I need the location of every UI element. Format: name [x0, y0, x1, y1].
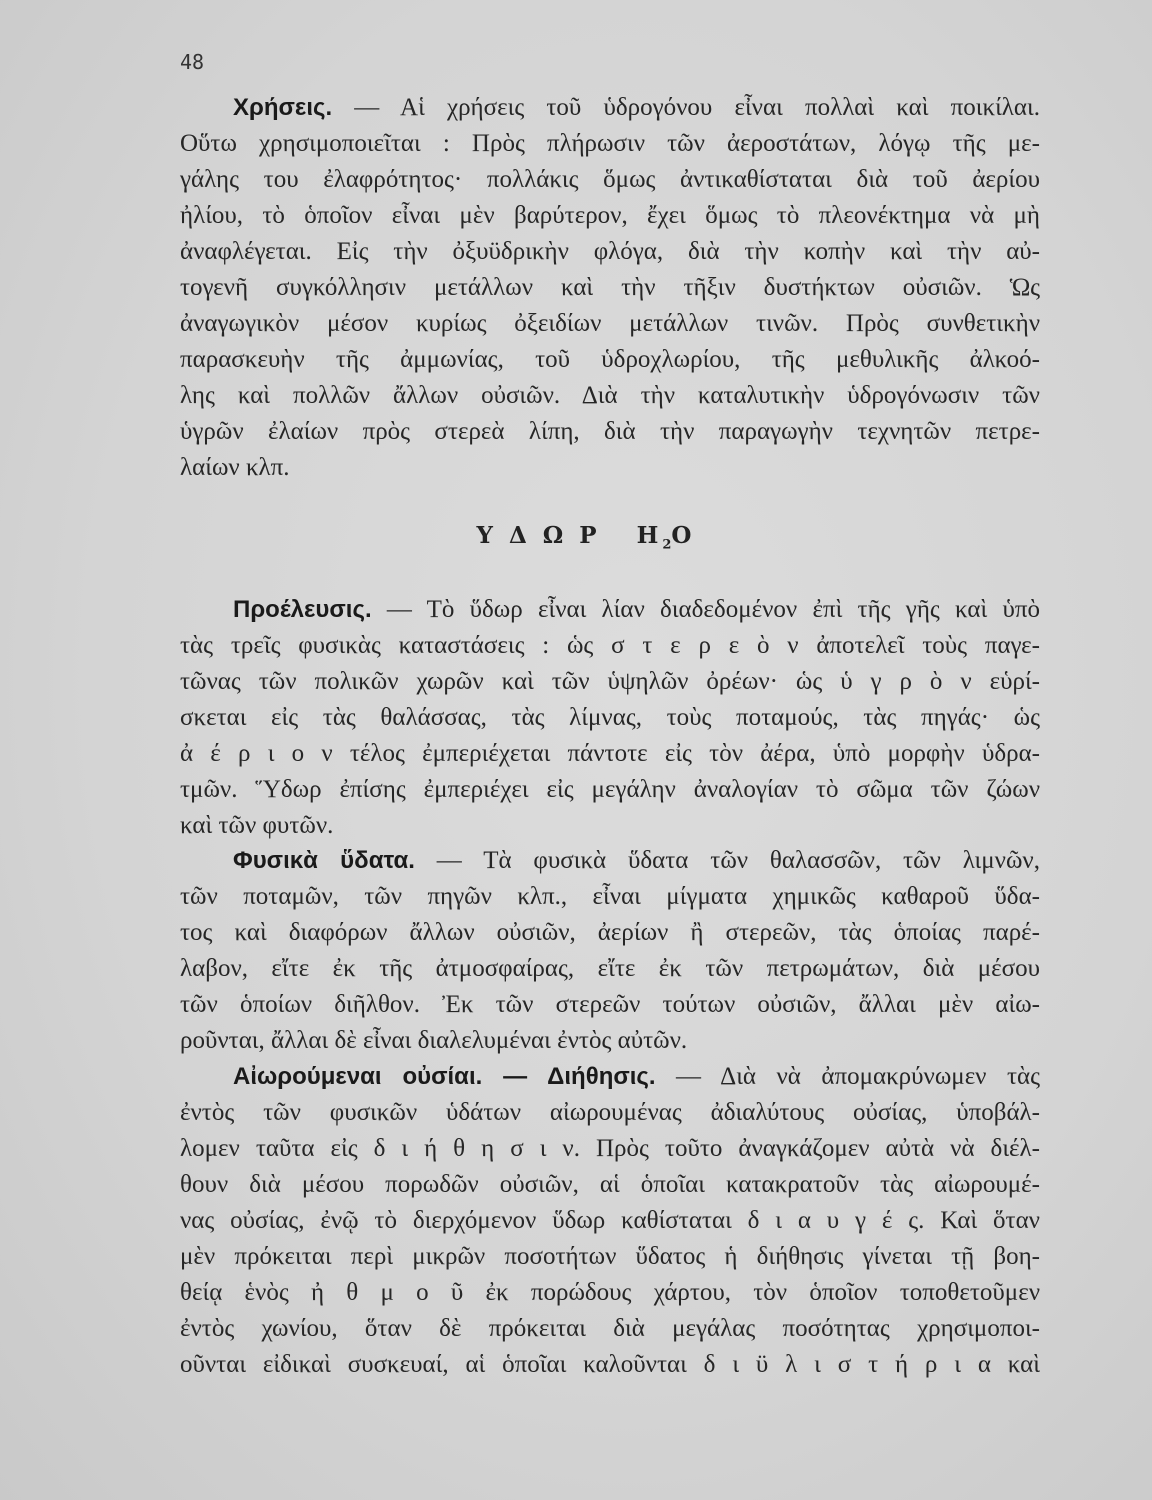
line-text: λαβον, εἴτε ἐκ τῆς ἀτμοσφαίρας, εἴτε ἐκ τῶν πετρωμάτων, διὰ μέσου — [180, 955, 1040, 982]
text-line — [180, 1059, 1040, 1095]
line-text: ἀναγωγικὸν μέσον κυρίως ὀξειδίων μετάλλων τινῶν. Πρὸς συνθετικὴν — [180, 310, 1040, 337]
text-line — [180, 90, 1040, 126]
text-line — [180, 915, 1040, 951]
line-text: μὲν πρόκειται περὶ μικρῶν ποσοτήτων ὕδατος ἡ διήθησις γίνεται τῇ βοη- — [180, 1243, 1040, 1270]
paragraph-lead: Φυσικὰ ὕδατα. — [233, 847, 415, 874]
line-text: τὰς τρεῖς φυσικὰς καταστάσεις : ὡς σ τ ε ρ ε ὸ ν ἀποτελεῖ τοὺς παγε- — [180, 632, 1040, 659]
section-heading-water — [0, 522, 1152, 553]
line-text: τῶν ποταμῶν, τῶν πηγῶν κλπ., εἶναι μίγματα χημικῶς καθαροῦ ὕδα- — [180, 883, 1040, 910]
line-text: ὑγρῶν ἐλαίων πρὸς στερεὰ λίπη, διὰ τὴν παραγωγὴν τεχνητῶν πετρε- — [180, 418, 1040, 445]
text-line — [180, 414, 1040, 450]
line-text: ροῦνται, ἄλλαι δὲ εἶναι διαλελυμέναι ἐντὸς αὐτῶν. — [180, 1027, 688, 1054]
text-line — [180, 1311, 1040, 1347]
text-line — [180, 1167, 1040, 1203]
text-line — [180, 1275, 1040, 1311]
line-text: ἀ έ ρ ι ο ν τέλος ἐμπεριέχεται πάντοτε εἰς τὸν ἀέρα, ὑπὸ μορφὴν ὑδρα- — [180, 740, 1040, 767]
page-number: 48 — [180, 50, 205, 74]
line-text: τμῶν. Ὕδωρ ἐπίσης ἐμπεριέχει εἰς μεγάλην ἀναλογίαν τὸ σῶμα τῶν ζώων — [180, 776, 1040, 803]
line-text: — Διὰ νὰ ἀπομακρύνωμεν τὰς — [655, 1063, 1040, 1090]
text-line — [180, 1131, 1040, 1167]
line-text: λαίων κλπ. — [180, 454, 290, 481]
text-line — [180, 987, 1040, 1023]
text-line — [180, 234, 1040, 270]
text-line — [180, 951, 1040, 987]
line-text: λομεν ταῦτα εἰς δ ι ή θ η σ ι ν. Πρὸς τοῦτο ἀναγκάζομεν αὐτὰ νὰ διέλ- — [180, 1135, 1040, 1162]
text-line — [180, 1203, 1040, 1239]
text-line — [180, 700, 1040, 736]
text-line — [180, 772, 1040, 808]
paragraph-natural-waters — [180, 843, 1040, 1059]
text-line — [180, 342, 1040, 378]
text-line — [180, 843, 1040, 879]
line-text: παρασκευὴν τῆς ἀμμωνίας, τοῦ ὑδροχλωρίου, τῆς μεθυλικῆς ἀλκοό- — [180, 346, 1040, 373]
line-text: ἀναφλέγεται. Εἰς τὴν ὀξυϋδρικὴν φλόγα, διὰ τὴν κοπὴν καὶ τὴν αὐ- — [180, 238, 1040, 265]
line-text: τῶν ὁποίων διῆλθον. Ἐκ τῶν στερεῶν τούτων οὐσιῶν, ἄλλαι μὲν αἰω- — [180, 991, 1040, 1018]
line-text: γάλης του ἐλαφρότητος· πολλάκις ὅμως ἀντικαθίσταται διὰ τοῦ ἀερίου — [180, 166, 1040, 193]
text-line — [180, 879, 1040, 915]
line-text: νας οὐσίας, ἐνῷ τὸ διερχόμενον ὕδωρ καθίσταται δ ι α υ γ έ ς. Καὶ ὅταν — [180, 1207, 1040, 1234]
line-text: τος καὶ διαφόρων ἄλλων οὐσιῶν, ἀερίων ἢ στερεῶν, τὰς ὁποίας παρέ- — [180, 919, 1040, 946]
line-text: ἠλίου, τὸ ὁποῖον εἶναι μὲν βαρύτερον, ἔχει ὅμως τὸ πλεονέκτημα νὰ μὴ — [180, 202, 1040, 229]
text-line — [180, 808, 1040, 844]
line-text: ἐντὸς τῶν φυσικῶν ὑδάτων αἰωρουμένας ἀδιαλύτους οὐσίας, ὑποβάλ- — [180, 1099, 1040, 1126]
text-line — [180, 1347, 1040, 1383]
text-line — [180, 664, 1040, 700]
line-text: λης καὶ πολλῶν ἄλλων οὐσιῶν. Διὰ τὴν καταλυτικὴν ὑδρογόνωσιν τῶν — [180, 382, 1040, 409]
line-text: Οὕτω χρησιμοποιεῖται : Πρὸς πλήρωσιν τῶν ἀεροστάτων, λόγῳ τῆς με- — [180, 130, 1040, 157]
line-text: — Αἱ χρήσεις τοῦ ὑδρογόνου εἶναι πολλαὶ καὶ ποικίλαι. — [332, 94, 1040, 121]
text-line — [180, 270, 1040, 306]
line-text: τῶνας τῶν πολικῶν χωρῶν καὶ τῶν ὑψηλῶν ὀρέων· ὡς ὑ γ ρ ὸ ν εὑρί- — [180, 668, 1040, 695]
paragraph-lead: Προέλευσις. — [233, 596, 372, 623]
paragraph-lead: Αἰωρούμεναι οὐσίαι. — Διήθησις. — [233, 1063, 656, 1090]
text-line — [180, 378, 1040, 414]
text-line — [180, 736, 1040, 772]
line-text: — Τὰ φυσικὰ ὕδατα τῶν θαλασσῶν, τῶν λιμνῶν, — [414, 847, 1040, 874]
line-text: θουν διὰ μέσου πορωδῶν οὐσιῶν, αἱ ὁποῖαι κατακρατοῦν τὰς αἰωρουμέ- — [180, 1171, 1040, 1198]
text-line — [180, 1239, 1040, 1275]
line-text: θείᾳ ἑνὸς ἠ θ μ ο ῦ ἐκ πορώδους χάρτου, τὸν ὁποῖον τοποθετοῦμεν — [180, 1279, 1040, 1306]
text-line — [180, 628, 1040, 664]
text-line — [180, 162, 1040, 198]
line-text: — Τὸ ὕδωρ εἶναι λίαν διαδεδομένον ἐπὶ τῆς γῆς καὶ ὑπὸ — [371, 596, 1040, 623]
line-text: καὶ τῶν φυτῶν. — [180, 812, 334, 839]
text-line — [180, 450, 1040, 486]
line-text: οῦνται εἰδικαὶ συσκευαί, αἱ ὁποῖαι καλοῦνται δ ι ϋ λ ι σ τ ή ρ ι α καὶ — [180, 1351, 1040, 1378]
paragraph-uses — [180, 90, 1040, 486]
text-line — [180, 1095, 1040, 1131]
paragraph-filtration — [180, 1059, 1040, 1383]
line-text: ἐντὸς χωνίου, ὅταν δὲ πρόκειται διὰ μεγάλας ποσότητας χρησιμοποι- — [180, 1315, 1040, 1342]
text-line — [180, 306, 1040, 342]
text-line — [180, 126, 1040, 162]
text-line — [180, 198, 1040, 234]
paragraph-lead: Χρήσεις. — [233, 94, 333, 121]
text-line — [180, 592, 1040, 628]
line-text: τογενῆ συγκόλλησιν μετάλλων καὶ τὴν τῆξιν δυστήκτων οὐσιῶν. Ὡς — [180, 274, 1040, 301]
paragraph-origin — [180, 592, 1040, 844]
heading-formula: $H_2O$ — [636, 522, 696, 553]
heading-title: Υ Δ Ω Ρ — [476, 522, 601, 549]
line-text: σκεται εἰς τὰς θαλάσσας, τὰς λίμνας, τοὺς ποταμούς, τὰς πηγάς· ὡς — [180, 704, 1040, 731]
text-line — [180, 1023, 1040, 1059]
